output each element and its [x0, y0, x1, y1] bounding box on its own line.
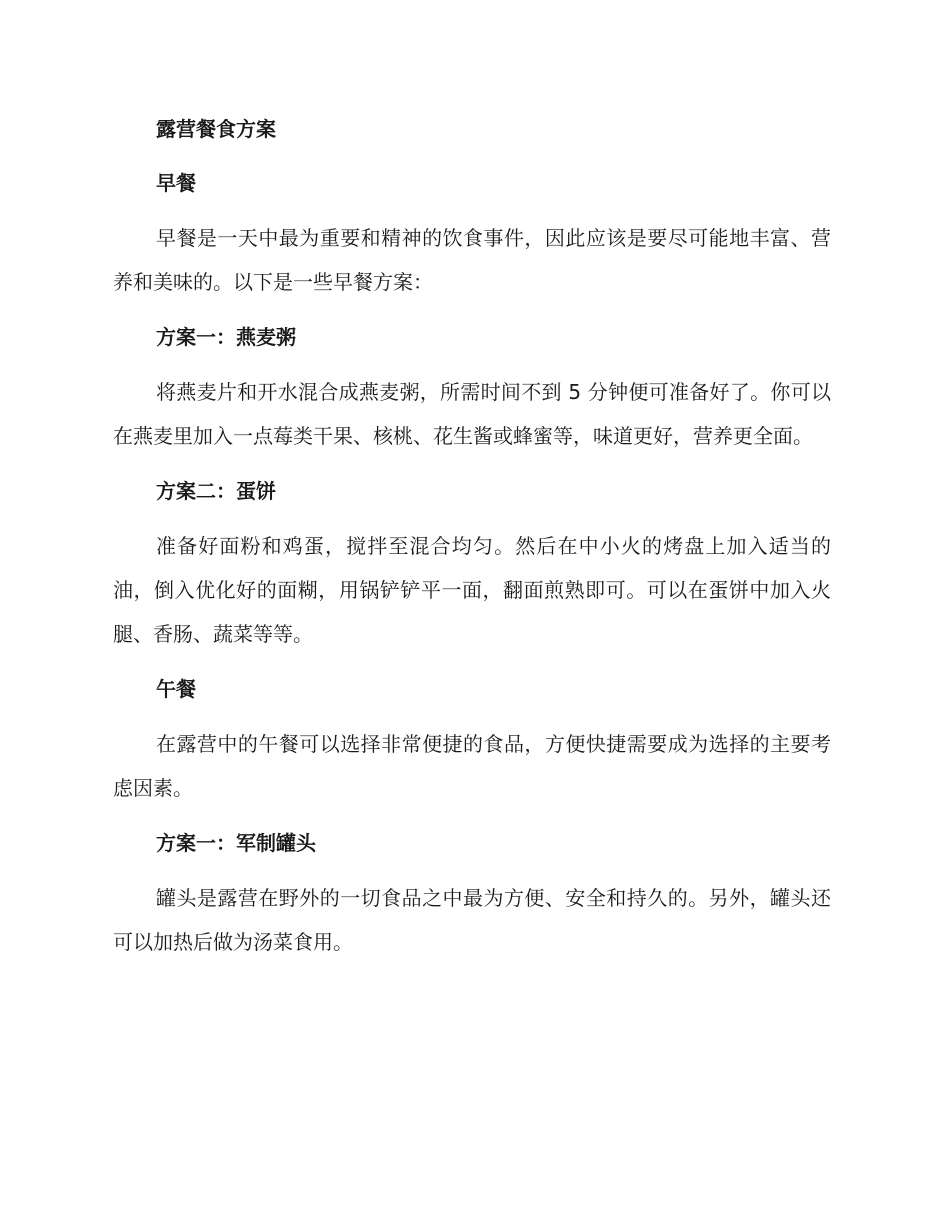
lunch-plan1-paragraph: 罐头是露营在野外的一切食品之中最为方便、安全和持久的。另外，罐头还可以加热后做为汤菜食用。: [113, 886, 831, 954]
section-heading-lunch: 午餐: [156, 677, 196, 701]
document-body: [113, 108, 831, 976]
breakfast-plan1-paragraph: 将燕麦片和开水混合成燕麦粥，所需时间不到 5 分钟便可准备好了。你可以在燕麦里加入一点莓类干果、核桃、花生酱或蜂蜜等，味道更好，营养更全面。: [113, 380, 831, 448]
breakfast-plan2-paragraph: 准备好面粉和鸡蛋，搅拌至混合均匀。然后在中小火的烤盘上加入适当的油，倒入优化好的面糊，用锅铲铲平一面，翻面煎熟即可。可以在蛋饼中加入火腿、香肠、蔬菜等等。: [113, 534, 831, 646]
breakfast-plan1-heading: 方案一：燕麦粥: [156, 325, 296, 349]
breakfast-intro-paragraph: 早餐是一天中最为重要和精神的饮食事件，因此应该是要尽可能地丰富、营养和美味的。以下是一些早餐方案：: [113, 226, 831, 294]
breakfast-plan2-heading: 方案二：蛋饼: [156, 479, 276, 503]
lunch-plan1-heading: 方案一：军制罐头: [156, 831, 316, 855]
section-heading-breakfast: 早餐: [156, 171, 196, 195]
lunch-intro-paragraph: 在露营中的午餐可以选择非常便捷的食品，方便快捷需要成为选择的主要考虑因素。: [113, 732, 831, 800]
document-title: 露营餐食方案: [156, 117, 276, 141]
